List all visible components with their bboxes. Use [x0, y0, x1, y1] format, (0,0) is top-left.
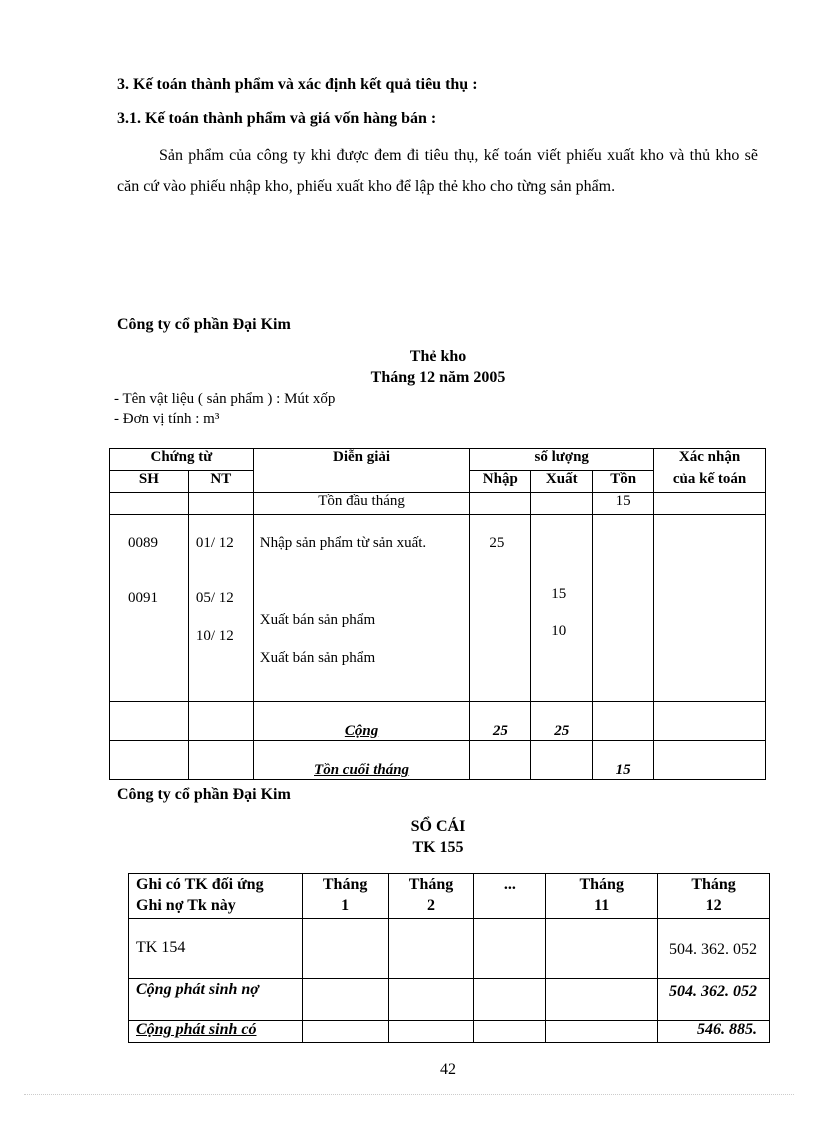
closing-label: Tồn cuối tháng: [314, 762, 410, 778]
desc-xuat-2: Xuất bán sản phẩm: [259, 650, 376, 666]
entries-row: [110, 515, 766, 702]
col-month-12-label: Tháng: [691, 876, 736, 893]
company-name: Công ty cổ phần Đại Kim: [117, 316, 291, 333]
col-sh: SH: [110, 471, 189, 493]
stock-card-table: [109, 448, 766, 780]
desc-nhap: Nhập sản phẩm từ sản xuất.: [259, 535, 427, 551]
col-chungtu: Chứng từ: [110, 449, 254, 471]
col-diengiai: Diễn giải: [253, 449, 470, 493]
col-month-1-number: 1: [341, 897, 350, 914]
row-credit-total-value: 546. 885.: [658, 1021, 770, 1043]
ledger-table: [128, 873, 770, 1043]
col-ellipsis: ...: [474, 874, 546, 919]
closing-value: 15: [615, 762, 631, 778]
col-month-11-number: 11: [594, 897, 610, 914]
col-credit-account: Ghi có TK đối ứng: [136, 876, 264, 893]
ledger-row-tk154: [129, 919, 770, 979]
page-number: 42: [440, 1061, 456, 1078]
company-name-2: Công ty cổ phần Đại Kim: [117, 786, 291, 803]
col-month-11-label: Tháng: [579, 876, 624, 893]
ledger-row-debit-total: [129, 979, 770, 1021]
col-xacnhan: Xác nhận: [654, 449, 766, 471]
col-month-2-number: 2: [427, 897, 435, 914]
total-label: Cộng: [344, 723, 379, 739]
closing-row: [110, 741, 766, 780]
ledger-row-credit-total: [129, 1021, 770, 1043]
subsection-heading: 3.1. Kế toán thành phẩm và giá vốn hàng bán :: [117, 110, 437, 127]
opening-row: [110, 493, 766, 515]
col-xacnhan-2: của kế toán: [654, 471, 766, 493]
row-tk154-value: 504. 362. 052: [658, 919, 770, 979]
opening-label: Tồn đầu tháng: [253, 493, 470, 515]
col-nt: NT: [188, 471, 253, 493]
col-debit-account: Ghi nợ Tk này: [136, 897, 236, 914]
xuat-value-1: 15: [551, 586, 567, 602]
card-title: Thẻ kho: [409, 348, 467, 365]
unit-of-measure: - Đơn vị tính : m³: [114, 411, 220, 427]
intro-paragraph: Sản phẩm của công ty khi được đem đi tiêu thụ, kế toán viết phiếu xuất kho và thủ kho sẽ căn cứ vào phiếu nhập kho, phiếu xuất kho để lập thẻ kho cho từng sản phẩm.: [117, 147, 758, 195]
nt-1012: 10/ 12: [195, 628, 234, 644]
nt-0512: 05/ 12: [195, 590, 234, 606]
ledger-title: SỔ CÁI: [410, 818, 466, 835]
sh-0091: 0091: [128, 590, 158, 606]
total-xuat: 25: [554, 723, 570, 739]
total-row: [110, 702, 766, 741]
col-month-1-label: Tháng: [322, 876, 368, 893]
col-month-12-number: 12: [705, 897, 722, 914]
footer-divider: [24, 1094, 794, 1095]
col-ton: Tồn: [593, 471, 654, 493]
row-debit-total-value: 504. 362. 052: [658, 979, 770, 1021]
ledger-header-row: [129, 874, 770, 919]
row-tk154-label: TK 154: [129, 919, 303, 979]
row-credit-total-label: Cộng phát sinh có: [136, 1021, 257, 1038]
total-nhap: 25: [492, 723, 508, 739]
row-debit-total-label: Cộng phát sinh nợ: [129, 979, 303, 1021]
nt-0112: 01/ 12: [195, 535, 234, 551]
col-nhap: Nhập: [470, 471, 531, 493]
opening-value: 15: [593, 493, 654, 515]
header-row-1: [110, 449, 766, 471]
col-month-2-label: Tháng: [408, 876, 454, 893]
nhap-value: 25: [489, 535, 505, 551]
col-soluong: số lượng: [470, 449, 654, 471]
col-xuat: Xuất: [531, 471, 593, 493]
material-name: - Tên vật liệu ( sản phẩm ) : Mút xốp: [114, 391, 336, 407]
desc-xuat-1: Xuất bán sản phẩm: [259, 612, 376, 628]
sh-0089: 0089: [128, 535, 158, 551]
section-heading: 3. Kế toán thành phẩm và xác định kết quả tiêu thụ :: [117, 76, 478, 93]
xuat-value-2: 10: [551, 623, 567, 639]
ledger-subtitle: TK 155: [412, 839, 464, 856]
card-subtitle: Tháng 12 năm 2005: [370, 369, 506, 386]
